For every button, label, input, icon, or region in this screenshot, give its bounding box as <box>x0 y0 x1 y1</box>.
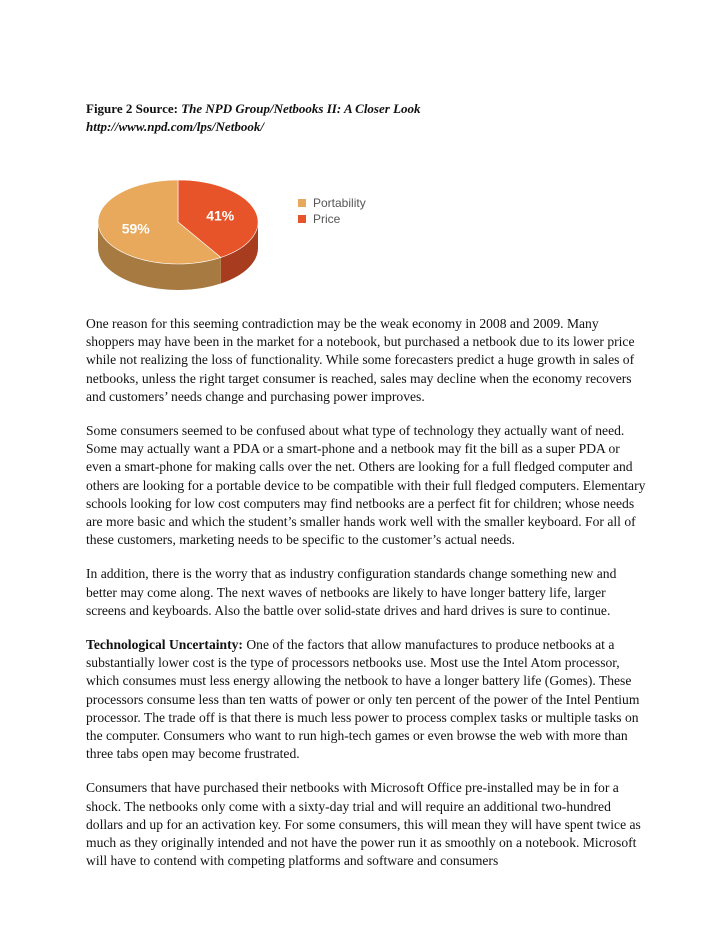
pie-chart <box>80 150 410 310</box>
paragraph <box>86 779 646 870</box>
paragraph <box>86 315 646 406</box>
legend-label-portability: Portability <box>313 196 366 210</box>
pie-value-label-price: 41% <box>206 207 235 224</box>
paragraph <box>86 636 646 763</box>
pie-chart-svg <box>80 150 410 310</box>
caption-source-url: http://www.npd.com/lps/Netbook/ <box>86 119 264 134</box>
caption-label: Figure 2 Source: <box>86 101 178 116</box>
legend-swatch-price <box>298 215 306 223</box>
paragraph <box>86 565 646 620</box>
figure-caption <box>86 100 686 136</box>
pie-value-label-portability: 59% <box>121 220 150 237</box>
paragraph-text: Some consumers seemed to be confused about what type of technology they actually want of need. Some may actually want a PDA or a smart-phone and a netbook may fit the bill as a super PDA or even a smart-phone for making calls over the net. Others are looking for a full fledged computer and others are looking for a portable device to be compatible with their full fledged computers. Elementary schools looking for low cost computers may find netbooks are a perfect fit for children; whose needs are more basic and which the student’s smaller hands work well with the smaller keyboard. For all of these customers, marketing needs to be specific to the customer’s actual needs. <box>86 423 646 548</box>
legend-swatch-portability <box>298 199 306 207</box>
paragraph <box>86 422 646 549</box>
legend-label-price: Price <box>313 212 341 226</box>
paragraph-text: One reason for this seeming contradiction may be the weak economy in 2008 and 2009. Many shoppers may have been in the market for a notebook, but purchased a netbook due to its lower price while not realizing the loss of functionality. While some forecasters predict a huge growth in sales of netbooks, unless the right target consumer is reached, sales may decline when the economy recovers and customers’ needs change and purchasing power improves. <box>86 316 635 404</box>
body-text <box>86 315 646 886</box>
caption-source-title: The NPD Group/Netbooks II: A Closer Look <box>181 101 421 116</box>
paragraph-text: One of the factors that allow manufactures to produce netbooks at a substantially lower cost is the type of processors netbooks use. Most use the Intel Atom processor, which consumes must less energy allowing the netbook to have a longer battery life (Gomes). These processors consume less than ten watts of power or only ten percent of the power of the Intel Pentium processor. The trade off is that there is much less power to process complex tasks or multiple tasks on the computer. Consumers who want to run high-tech games or even browse the web with more than three tabs open may become frustrated. <box>86 637 640 762</box>
paragraph-text: Consumers that have purchased their netbooks with Microsoft Office pre-installed may be in for a shock. The netbooks only come with a sixty-day trial and will require an additional two-hundred dollars and up for an activation key. For some consumers, this will mean they will have spent twice as much as they originally intended and not have the power run it as smoothly on a notebook. Microsoft will have to contend with competing platforms and software and consumers <box>86 780 641 869</box>
paragraph-lead: Technological Uncertainty: <box>86 637 243 653</box>
paragraph-text: In addition, there is the worry that as industry configuration standards change something new and better may come along. The next waves of netbooks are likely to have longer battery life, larger screens and keyboards. Also the battle over solid-state drives and hard drives is sure to continue. <box>86 566 617 618</box>
